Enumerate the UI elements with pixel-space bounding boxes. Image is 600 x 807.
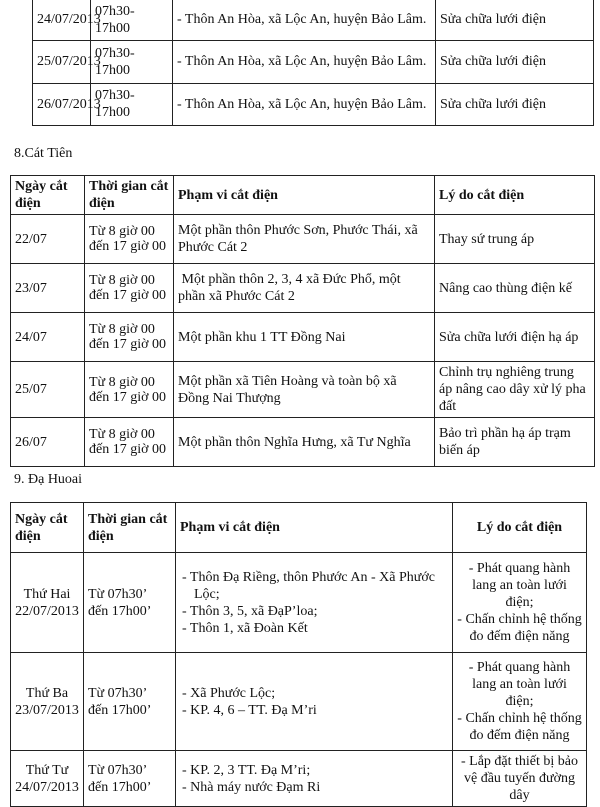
cell-time: 07h30- 17h00	[91, 83, 173, 125]
cell-scope: Một phần khu 1 TT Đồng Nai	[174, 313, 435, 362]
cell-time: 07h30- 17h00	[91, 41, 173, 83]
header-time: Thời gian cắt điện	[84, 503, 176, 553]
cell-scope: Một phần thôn 2, 3, 4 xã Đức Phổ, một phần xã Phước Cát 2	[174, 264, 435, 313]
table-row	[33, 41, 594, 83]
cell-scope: Một phần xã Tiên Hoàng và toàn bộ xã Đồng Nai Thượng	[174, 362, 435, 418]
header-date: Ngày cắt điện	[11, 503, 84, 553]
cell-reason	[453, 553, 587, 653]
table-cat-tien	[10, 175, 595, 467]
reason-item: - Chấn chỉnh hệ thống đo đếm điện năng	[457, 710, 582, 744]
cell-scope: - Thôn An Hòa, xã Lộc An, huyện Bảo Lâm.	[173, 41, 436, 83]
cell-reason: Sửa chữa lưới điện	[436, 83, 594, 125]
cell-date: Thứ Ba 23/07/2013	[11, 653, 84, 751]
cell-time: Từ 8 giờ 00 đến 17 giờ 00	[85, 362, 174, 418]
cell-time: Từ 8 giờ 00 đến 17 giờ 00	[85, 313, 174, 362]
cell-reason	[453, 653, 587, 751]
cell-scope: Một phần thôn Nghĩa Hưng, xã Tư Nghĩa	[174, 418, 435, 467]
cell-date: 26/07	[11, 418, 85, 467]
cell-time: Từ 8 giờ 00 đến 17 giờ 00	[85, 418, 174, 467]
header-scope: Phạm vi cắt điện	[174, 176, 435, 215]
cell-date: Thứ Tư 24/07/2013	[11, 751, 84, 807]
table-top	[32, 0, 594, 126]
scope-item: - Thôn 3, 5, xã ĐạP’loa;	[180, 603, 448, 620]
cell-reason: Sửa chữa lưới điện	[436, 0, 594, 41]
cell-time: Từ 07h30’ đến 17h00’	[84, 751, 176, 807]
cell-date: 25/07/2013	[33, 41, 91, 83]
cell-date: 24/07	[11, 313, 85, 362]
header-reason: Lý do cắt điện	[435, 176, 595, 215]
table-row	[33, 0, 594, 41]
section-heading-cat-tien: 8.Cát Tiên	[14, 146, 73, 161]
cell-time: Từ 8 giờ 00 đến 17 giờ 00	[85, 215, 174, 264]
reason-item: - Lắp đặt thiết bị bảo vệ đầu tuyến đường dây	[457, 753, 582, 804]
scope-item: - Thôn 1, xã Đoàn Kết	[180, 620, 448, 637]
cell-scope: - Thôn An Hòa, xã Lộc An, huyện Bảo Lâm.	[173, 83, 436, 125]
reason-item: - Chấn chỉnh hệ thống đo đếm điện năng	[457, 611, 582, 645]
reason-item: - Phát quang hành lang an toàn lưới điện;	[457, 560, 582, 611]
cell-time: Từ 07h30’ đến 17h00’	[84, 553, 176, 653]
scope-item: - Nhà máy nước Đạm Ri	[180, 779, 448, 796]
cell-reason: Nâng cao thùng điện kế	[435, 264, 595, 313]
cell-scope	[176, 553, 453, 653]
cell-reason: Thay sứ trung áp	[435, 215, 595, 264]
table-row	[11, 362, 595, 418]
cell-date: 25/07	[11, 362, 85, 418]
table-row	[11, 418, 595, 467]
cell-date: Thứ Hai 22/07/2013	[11, 553, 84, 653]
cell-reason: Chỉnh trụ nghiêng trung áp nâng cao dây xử lý pha đất	[435, 362, 595, 418]
reason-item: - Phát quang hành lang an toàn lưới điện;	[457, 659, 582, 710]
cell-scope	[176, 653, 453, 751]
reason-list	[457, 753, 582, 804]
header-scope: Phạm vi cắt điện	[176, 503, 453, 553]
header-reason: Lý do cắt điện	[453, 503, 587, 553]
scope-item: - Xã Phước Lộc;	[180, 685, 448, 702]
table-row	[11, 751, 587, 807]
scope-list	[180, 762, 448, 796]
header-date: Ngày cắt điện	[11, 176, 85, 215]
cell-reason: Sửa chữa lưới điện hạ áp	[435, 313, 595, 362]
cell-scope	[176, 751, 453, 807]
scope-list	[180, 569, 448, 637]
cell-reason: Sửa chữa lưới điện	[436, 41, 594, 83]
scope-list	[180, 685, 448, 719]
table-row	[11, 653, 587, 751]
table-row	[11, 215, 595, 264]
table-row	[11, 264, 595, 313]
reason-list	[457, 560, 582, 645]
table-row	[11, 553, 587, 653]
cell-date: 26/07/2013	[33, 83, 91, 125]
table-row	[11, 313, 595, 362]
scope-item: - KP. 2, 3 TT. Đạ M’ri;	[180, 762, 448, 779]
header-time: Thời gian cắt điện	[85, 176, 174, 215]
scope-item: - Thôn Đạ Riềng, thôn Phước An - Xã Phước Lộc;	[180, 569, 448, 603]
reason-list	[457, 659, 582, 744]
cell-date: 24/07/2013	[33, 0, 91, 41]
cell-date: 22/07	[11, 215, 85, 264]
table-da-huoai	[10, 502, 587, 807]
scope-item: - KP. 4, 6 – TT. Đạ M’ri	[180, 702, 448, 719]
cell-date: 23/07	[11, 264, 85, 313]
cell-time: Từ 8 giờ 00 đến 17 giờ 00	[85, 264, 174, 313]
cell-reason: Bảo trì phần hạ áp trạm biến áp	[435, 418, 595, 467]
cell-time: Từ 07h30’ đến 17h00’	[84, 653, 176, 751]
table-row	[33, 83, 594, 125]
cell-scope: - Thôn An Hòa, xã Lộc An, huyện Bảo Lâm.	[173, 0, 436, 41]
cell-time: 07h30- 17h00	[91, 0, 173, 41]
cell-scope: Một phần thôn Phước Sơn, Phước Thái, xã Phước Cát 2	[174, 215, 435, 264]
section-heading-da-huoai: 9. Đạ Huoai	[14, 472, 83, 487]
cell-reason	[453, 751, 587, 807]
